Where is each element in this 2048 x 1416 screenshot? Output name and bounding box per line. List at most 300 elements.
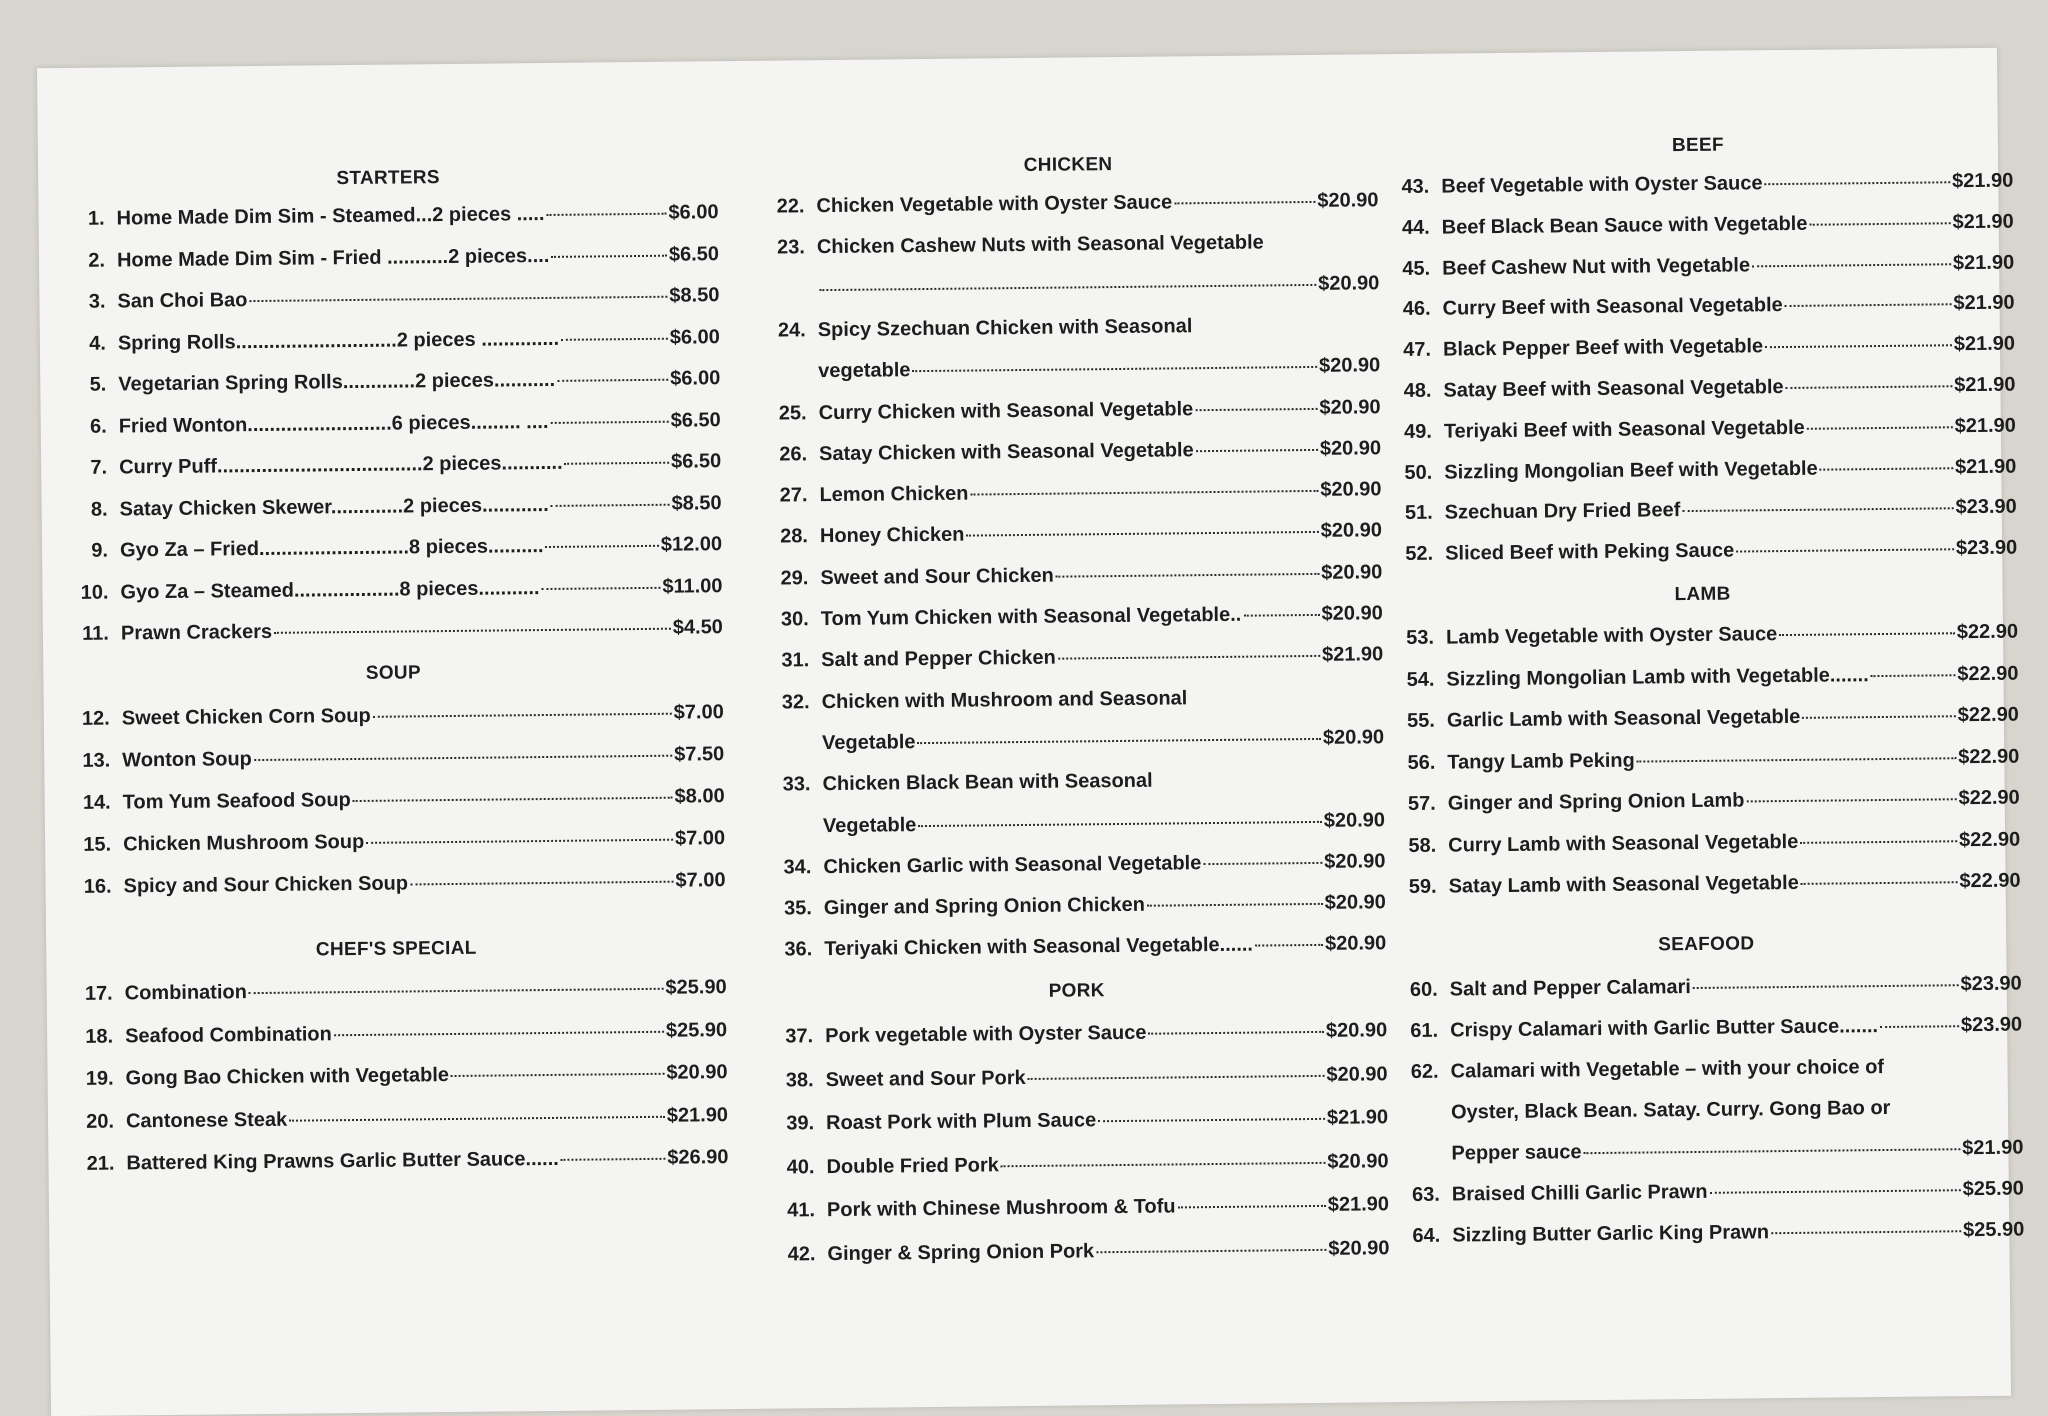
item-number: 33.: [782, 773, 811, 796]
item-price: $6.50: [670, 408, 721, 432]
leader-dots: [1148, 1031, 1324, 1035]
leader-dots: [1746, 798, 1956, 802]
menu-item: [759, 272, 1379, 301]
item-price: $6.50: [670, 450, 722, 473]
menu-item: [769, 1193, 1389, 1222]
item-name: Ginger & Spring Onion Pork: [827, 1239, 1095, 1265]
leader-dots: [1195, 407, 1317, 410]
menu-item: [65, 827, 725, 857]
item-number: 50.: [1404, 461, 1433, 484]
item-number: 19.: [85, 1067, 114, 1090]
item-name: San Choi Bao: [117, 289, 248, 313]
item-name-continued: Pepper sauce: [1451, 1141, 1582, 1165]
menu-item: [59, 243, 719, 273]
item-name: Crispy Calamari with Garlic Butter Sauce.......: [1450, 1015, 1879, 1042]
menu-item: [761, 478, 1381, 507]
item-number: 61.: [1410, 1019, 1439, 1042]
item-name: Satay Chicken with Seasonal Vegetable: [818, 439, 1194, 465]
item-price: $21.90: [1953, 332, 2016, 356]
menu-item: [67, 976, 727, 1006]
leader-dots: [451, 1073, 664, 1077]
item-name: Tangy Lamb Peking: [1447, 749, 1635, 774]
leader-dots: [1584, 1148, 1961, 1154]
menu-item: [65, 869, 725, 899]
item-name: Gong Bao Chicken with Vegetable: [125, 1064, 450, 1090]
menu-item: [59, 284, 719, 314]
leader-dots: [1178, 1205, 1326, 1209]
item-number: 58.: [1408, 834, 1437, 857]
item-name: Vegetarian Spring Rolls.............2 pieces...........: [118, 368, 556, 396]
leader-dots: [561, 1158, 665, 1161]
menu-item: [68, 1104, 728, 1134]
item-price: $21.90: [1327, 1193, 1390, 1216]
item-price: $12.00: [660, 533, 723, 556]
leader-dots: [1710, 1189, 1961, 1194]
item-price: $25.90: [1962, 1218, 2025, 1242]
menu-item: [62, 492, 722, 522]
item-number: 29.: [780, 566, 809, 590]
item-number: 46.: [1402, 298, 1431, 321]
menu-item: [761, 437, 1381, 466]
leader-dots: [1736, 548, 1954, 552]
leader-dots: [1196, 449, 1318, 452]
menu-item: [62, 575, 722, 605]
menu-item: [1384, 251, 2014, 281]
item-number: 43.: [1401, 175, 1430, 199]
item-number: 9.: [91, 539, 109, 562]
leader-dots: [373, 713, 672, 718]
item-number: 56.: [1407, 751, 1436, 774]
menu-sheet: [37, 48, 2025, 1416]
menu-item: [1385, 333, 2015, 363]
item-number: 22.: [776, 195, 805, 218]
item-name: Spicy Szechuan Chicken with Seasonal: [817, 315, 1193, 342]
menu-item: [1388, 621, 2018, 651]
leader-dots: [1028, 1074, 1325, 1079]
item-number: 51.: [1404, 502, 1433, 525]
item-price: $22.90: [1956, 620, 2019, 644]
menu-item: [763, 644, 1383, 673]
menu-item: [1391, 870, 2021, 900]
leader-dots: [1820, 467, 1953, 470]
leader-dots: [542, 586, 661, 589]
leader-dots: [1771, 1230, 1961, 1234]
leader-dots: [249, 988, 664, 994]
menu-item: [759, 231, 1379, 260]
menu-item: [767, 1019, 1387, 1048]
item-number: 8.: [90, 498, 108, 521]
menu-item: [1390, 787, 2020, 817]
item-price: $20.90: [1320, 478, 1382, 501]
item-number: 27.: [779, 484, 808, 507]
leader-dots: [249, 296, 667, 302]
item-name: Calamari with Vegetable – with your choice of: [1450, 1056, 1885, 1083]
item-name: Chicken Vegetable with Oyster Sauce: [816, 191, 1173, 218]
item-number: 4.: [89, 332, 106, 355]
leader-dots: [1786, 385, 1953, 389]
item-price: $8.50: [671, 491, 722, 515]
item-name: Tom Yum Seafood Soup: [122, 789, 351, 814]
menu-item: [765, 850, 1385, 879]
menu-item: [1387, 496, 2017, 526]
item-price: $22.90: [1958, 745, 2020, 768]
item-name: Chicken Mushroom Soup: [123, 830, 365, 856]
item-number: 14.: [82, 791, 111, 814]
item-price: $20.90: [1323, 808, 1386, 832]
item-name: Beef Cashew Nut with Vegetable: [1442, 253, 1751, 280]
item-name: Chicken Garlic with Seasonal Vegetable: [823, 851, 1202, 878]
item-name: Sweet and Sour Chicken: [820, 564, 1054, 589]
menu-item: [1384, 210, 2014, 240]
menu-item: [1387, 537, 2017, 567]
item-price: $20.90: [1317, 189, 1379, 212]
item-price: $20.90: [1318, 354, 1381, 378]
menu-item: [1392, 1055, 2022, 1085]
item-number: 1.: [87, 207, 105, 230]
item-price: $20.90: [1327, 1149, 1389, 1173]
item-name: Home Made Dim Sim - Steamed...2 pieces .....: [116, 202, 545, 230]
item-price: $23.90: [1955, 495, 2017, 519]
item-name: Beef Vegetable with Oyster Sauce: [1441, 172, 1763, 198]
section-heading-starters: STARTERS: [336, 167, 440, 190]
menu-item: [764, 767, 1384, 796]
item-number: 57.: [1407, 792, 1436, 815]
menu-item: [1392, 1014, 2022, 1044]
item-name: Curry Chicken with Seasonal Vegetable: [818, 397, 1194, 424]
item-number: 47.: [1403, 338, 1432, 362]
item-price: $8.50: [669, 284, 720, 307]
menu-item: [60, 326, 720, 356]
menu-item: [761, 396, 1381, 425]
leader-dots: [366, 839, 673, 844]
item-price: $23.90: [1955, 536, 2018, 560]
item-name: Spicy and Sour Chicken Soup: [123, 872, 409, 898]
item-name: Black Pepper Beef with Vegetable: [1442, 335, 1764, 361]
item-price: $21.90: [1951, 169, 2014, 193]
item-number: 10.: [80, 581, 109, 604]
item-number: 60.: [1409, 978, 1438, 1001]
item-number: 53.: [1406, 626, 1435, 649]
leader-dots: [1056, 573, 1319, 578]
leader-dots: [1255, 944, 1323, 947]
item-number: 55.: [1406, 709, 1436, 732]
leader-dots: [1001, 1161, 1326, 1166]
leader-dots: [1801, 881, 1958, 885]
leader-dots: [565, 462, 669, 465]
leader-dots: [1802, 715, 1955, 719]
leader-dots: [1203, 862, 1322, 865]
menu-item: [762, 561, 1382, 590]
item-name: Curry Beef with Seasonal Vegetable: [1442, 294, 1783, 320]
item-number: 5.: [89, 373, 107, 396]
item-price: $20.90: [1324, 850, 1386, 873]
menu-item: [63, 616, 723, 646]
item-name: Satay Chicken Skewer.............2 pieces............: [119, 493, 549, 520]
menu-item: [758, 189, 1378, 218]
item-price: $6.00: [670, 367, 721, 390]
menu-item: [1389, 704, 2019, 734]
item-name: Gyo Za – Fried...........................8 pieces..........: [119, 535, 544, 562]
item-price: $21.90: [1321, 643, 1384, 667]
menu-item: [1386, 414, 2016, 444]
item-price: $20.90: [1319, 395, 1381, 419]
menu-item: [1393, 1096, 2023, 1126]
item-name-continued: Vegetable: [822, 813, 917, 837]
item-price: $20.90: [1322, 726, 1385, 749]
item-number: 54.: [1406, 668, 1435, 691]
menu-item: [61, 409, 721, 439]
item-number: 41.: [787, 1199, 816, 1222]
item-price: $21.90: [1954, 414, 2016, 438]
menu-item: [60, 367, 720, 397]
menu-item: [1388, 662, 2018, 692]
leader-dots: [1765, 344, 1952, 348]
item-price: $7.00: [673, 701, 724, 724]
leader-dots: [1147, 903, 1323, 907]
menu-item: [64, 743, 724, 773]
menu-item: [62, 533, 722, 563]
item-price: $23.90: [1960, 972, 2022, 996]
item-number: 49.: [1403, 420, 1432, 443]
item-price: $20.90: [1325, 1019, 1388, 1042]
item-name: Combination: [124, 981, 248, 1005]
menu-item: [762, 520, 1382, 549]
item-name: Satay Beef with Seasonal Vegetable: [1443, 376, 1784, 402]
item-number: 64.: [1412, 1224, 1441, 1247]
menu-column-3: [1382, 48, 2025, 1247]
menu-item: [68, 1146, 728, 1176]
leader-dots: [254, 755, 672, 761]
leader-dots: [546, 213, 666, 216]
item-price: $26.90: [667, 1146, 729, 1169]
item-name: Curry Puff.....................................2 pieces...........: [119, 451, 563, 479]
item-number: 38.: [785, 1068, 814, 1092]
leader-dots: [550, 420, 668, 423]
item-number: 36.: [784, 938, 813, 961]
menu-column-2: [757, 54, 1390, 1266]
menu-item: [1389, 745, 2019, 775]
section-heading-seafood: SEAFOOD: [1658, 933, 1755, 956]
menu-item: [769, 1237, 1389, 1266]
item-name: Chicken with Mushroom and Seasonal: [821, 686, 1188, 713]
item-name: Cantonese Steak: [125, 1108, 288, 1132]
item-price: $4.50: [672, 616, 724, 639]
item-number: 28.: [780, 525, 809, 548]
item-name: Sliced Beef with Peking Sauce: [1445, 539, 1735, 565]
leader-dots: [970, 490, 1318, 496]
chicken-list: [757, 54, 1387, 961]
item-number: 24.: [777, 319, 806, 342]
item-price: $20.90: [1321, 560, 1383, 584]
menu-item: [61, 450, 721, 480]
item-number: 39.: [786, 1112, 815, 1135]
menu-item: [64, 701, 724, 731]
item-number: 37.: [785, 1025, 814, 1048]
leader-dots: [289, 1115, 665, 1121]
item-name: Garlic Lamb with Seasonal Vegetable: [1446, 705, 1801, 732]
item-name: Lamb Vegetable with Oyster Sauce: [1445, 623, 1778, 649]
menu-item: [763, 602, 1383, 631]
item-name: Honey Chicken: [819, 524, 965, 548]
leader-dots: [1243, 614, 1319, 617]
menu-item: [58, 201, 718, 231]
item-name: Sizzling Mongolian Beef with Vegetable: [1444, 457, 1818, 484]
item-price: $8.00: [674, 785, 725, 808]
item-price: $21.90: [1962, 1136, 2024, 1160]
leader-dots: [1098, 1118, 1325, 1122]
item-price: $23.90: [1960, 1013, 2023, 1037]
item-name: Double Fried Pork: [826, 1153, 999, 1178]
item-name: Pork with Chinese Mushroom & Tofu: [826, 1195, 1176, 1222]
leader-dots: [561, 337, 668, 340]
item-number: 26.: [779, 443, 808, 466]
item-price: $21.90: [1952, 210, 2014, 234]
item-name: Sizzling Butter Garlic King Prawn: [1452, 1221, 1770, 1247]
item-number: 44.: [1401, 216, 1430, 239]
leader-dots: [917, 738, 1320, 744]
menu-item: [1393, 1137, 2023, 1167]
menu-item: [765, 809, 1385, 838]
menu-item: [766, 933, 1386, 962]
item-number: 16.: [83, 875, 112, 898]
leader-dots: [1096, 1248, 1326, 1252]
item-number: 7.: [90, 456, 108, 479]
item-price: $7.50: [674, 743, 725, 766]
section-heading-lamb: LAMB: [1674, 583, 1731, 606]
item-name: Curry Lamb with Seasonal Vegetable: [1448, 830, 1799, 857]
item-price: $21.90: [1954, 455, 2017, 478]
leader-dots: [1174, 201, 1315, 204]
item-name: Szechuan Dry Fried Beef: [1444, 499, 1681, 524]
item-price: $6.50: [668, 242, 720, 266]
item-price: $20.90: [1328, 1236, 1390, 1260]
item-price: $7.00: [675, 869, 726, 892]
item-name: Home Made Dim Sim - Fried ...........2 pieces....: [116, 244, 550, 271]
item-number: 30.: [780, 608, 809, 631]
item-price: $25.90: [665, 976, 727, 999]
item-price: $20.90: [666, 1061, 728, 1084]
leader-dots: [1809, 222, 1950, 225]
item-number: 20.: [86, 1110, 115, 1133]
menu-item: [1384, 292, 2014, 322]
item-price: $22.90: [1957, 703, 2019, 727]
menu-item: [760, 313, 1380, 342]
leader-dots: [819, 284, 1316, 291]
leader-dots: [1785, 304, 1952, 308]
menu-item: [768, 1150, 1388, 1179]
item-price: $20.90: [1321, 602, 1383, 625]
leader-dots: [1871, 674, 1956, 677]
item-price: $22.90: [1957, 662, 2019, 685]
leader-dots: [1682, 508, 1953, 513]
item-price: $22.90: [1959, 869, 2021, 893]
item-name: Gyo Za – Steamed...................8 pieces...........: [120, 576, 540, 603]
item-price: $20.90: [1319, 437, 1382, 460]
leader-dots: [1637, 757, 1956, 762]
item-number: 21.: [86, 1152, 115, 1175]
item-name: Prawn Crackers: [120, 620, 273, 645]
item-name: Satay Lamb with Seasonal Vegetable: [1448, 871, 1799, 898]
item-price: $11.00: [662, 574, 723, 598]
item-name: Teriyaki Chicken with Seasonal Vegetable......: [824, 934, 1254, 961]
beef-list: [1382, 48, 2018, 566]
leader-dots: [1693, 984, 1959, 989]
item-name: Seafood Combination: [125, 1022, 332, 1047]
item-number: 63.: [1411, 1183, 1440, 1206]
menu-item: [67, 1061, 727, 1091]
item-name: Wonton Soup: [122, 748, 252, 772]
item-price: $21.90: [1326, 1106, 1389, 1129]
item-name: Beef Black Bean Sauce with Vegetable: [1441, 212, 1808, 239]
item-name: Ginger and Spring Onion Chicken: [823, 893, 1146, 920]
item-number: 17.: [84, 982, 113, 1005]
item-number: 52.: [1405, 542, 1434, 566]
item-name: Salt and Pepper Calamari: [1449, 976, 1692, 1001]
item-name: Salt and Pepper Chicken: [821, 646, 1056, 672]
item-number: 6.: [89, 415, 107, 438]
item-name: Tom Yum Chicken with Seasonal Vegetable..: [820, 603, 1242, 631]
leader-dots: [966, 531, 1318, 537]
item-price: $20.90: [1324, 932, 1387, 956]
item-price: $7.00: [674, 827, 726, 850]
menu-item: [67, 1019, 727, 1049]
item-name: Pork vegetable with Oyster Sauce: [825, 1021, 1147, 1048]
item-number: 35.: [783, 897, 812, 920]
item-number: 42.: [787, 1242, 816, 1266]
item-number: 45.: [1402, 257, 1431, 280]
item-number: 32.: [781, 690, 810, 714]
menu-item: [768, 1063, 1388, 1092]
leader-dots: [1058, 655, 1320, 660]
item-name-continued: Oyster, Black Bean. Satay. Curry. Gong Bao or: [1450, 1096, 1891, 1124]
item-price: $20.90: [1320, 519, 1383, 543]
item-name: Sweet Chicken Corn Soup: [121, 704, 371, 730]
item-price: $21.90: [1953, 291, 2015, 315]
item-number: 3.: [88, 290, 106, 313]
leader-dots: [1807, 426, 1953, 430]
item-number: 18.: [85, 1025, 114, 1048]
item-number: 11.: [82, 622, 110, 645]
item-name-continued: vegetable: [818, 359, 911, 383]
leader-dots: [918, 820, 1321, 826]
item-number: 48.: [1403, 379, 1432, 403]
leader-dots: [353, 797, 673, 802]
menu-item: [1390, 828, 2020, 858]
menu-item: [766, 891, 1386, 920]
item-name: Roast Pork with Plum Sauce: [825, 1109, 1097, 1135]
section-heading-beef: BEEF: [1671, 134, 1724, 157]
section-heading-soup: SOUP: [365, 662, 421, 684]
item-name: Lemon Chicken: [819, 482, 969, 507]
menu-item: [1392, 973, 2022, 1003]
menu-item: [1385, 374, 2015, 404]
leader-dots: [1880, 1025, 1959, 1028]
leader-dots: [410, 881, 673, 886]
item-price: $21.90: [666, 1103, 729, 1127]
item-price: $21.90: [1952, 251, 2015, 274]
leader-dots: [1800, 840, 1957, 844]
item-price: $20.90: [1324, 891, 1386, 914]
item-price: $21.90: [1954, 373, 2016, 397]
menu-item: [65, 785, 725, 815]
item-name: Fried Wonton..........................6 pieces......... ....: [118, 410, 549, 437]
leader-dots: [551, 503, 670, 506]
menu-item: [764, 685, 1384, 714]
item-number: 12.: [81, 707, 110, 730]
item-number: 15.: [83, 833, 112, 856]
item-number: 40.: [786, 1155, 815, 1179]
item-number: 31.: [781, 649, 810, 672]
